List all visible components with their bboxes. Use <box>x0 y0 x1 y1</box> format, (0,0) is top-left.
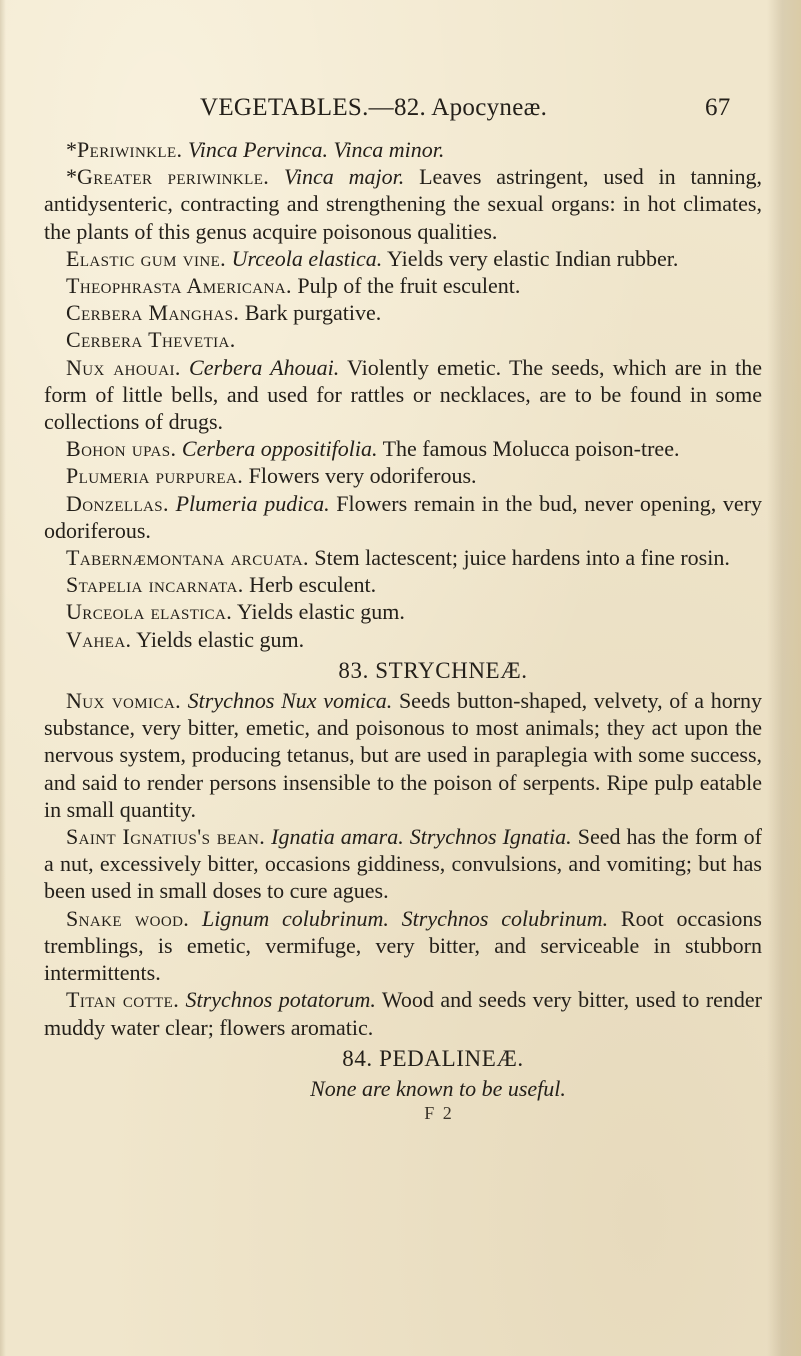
entry-name: Bohon upas. <box>66 436 177 462</box>
entry-description: Bark purgative. <box>244 300 382 326</box>
entry-paragraph <box>44 245 762 272</box>
entry-paragraph <box>44 354 762 436</box>
entry-name: Urceola elastica. <box>66 599 233 625</box>
entry-description: The famous Molucca poison-tree. <box>382 436 680 462</box>
entry-name: Saint Ignatius's bean. <box>66 824 266 850</box>
entry-paragraph <box>44 490 762 544</box>
entry-description: Wood and seeds very bitter, used to render muddy water clear; flowers aromatic. <box>44 987 763 1040</box>
entry-description: Flowers remain in the bud, never opening, very odoriferous. <box>44 490 763 543</box>
section-heading-84: 84. PEDALINEÆ. <box>342 1045 524 1071</box>
entry-name: Donzellas. <box>66 490 169 516</box>
entry-description: Root occasions tremblings, is emetic, vermifuge, very bitter, and serviceable in stubborn intermittents. <box>44 905 762 986</box>
entry-name: Vahea. <box>66 626 132 652</box>
entry-latin-name: Lignum colubrinum. Strychnos colubrinum. <box>201 905 609 931</box>
entry-name: Snake wood. <box>66 905 190 931</box>
entry-name: Greater periwinkle. <box>77 164 270 190</box>
entry-description: Leaves astringent, used in tanning, antidysenteric, contracting and strengthening the sexual organs: in hot climates, the plants of this genus acquire poisonous qualities. <box>44 164 763 244</box>
entry-description: Yields elastic gum. <box>236 599 405 625</box>
entry-paragraph <box>44 544 762 571</box>
entry-name: Stapelia incarnata. <box>66 572 244 598</box>
entry-description: Stem lactescent; juice hardens into a fine rosin. <box>314 545 730 571</box>
entry-description: Yields very elastic Indian rubber. <box>386 245 679 271</box>
entry-paragraph <box>44 986 762 1040</box>
entry-paragraph <box>44 571 762 598</box>
section-84-text: None are known to be useful. <box>310 1075 566 1101</box>
entry-paragraph <box>44 823 762 905</box>
page-body <box>44 136 762 1127</box>
entry-name: Elastic gum vine. <box>66 245 227 271</box>
entry-name: Periwinkle. <box>77 137 183 162</box>
entry-name: Cerbera Manghas. <box>66 300 240 326</box>
entry-name: Theophrasta Americana. <box>66 273 292 299</box>
running-header <box>200 94 740 122</box>
section-heading-83: 83. STRYCHNEÆ. <box>338 657 528 683</box>
entry-latin-name: Strychnos potatorum. <box>185 987 376 1013</box>
entry-latin-name: Vinca major. <box>284 164 405 190</box>
entry-latin-name: Cerbera oppositifolia. <box>181 436 378 462</box>
entry-paragraph <box>44 272 762 299</box>
entry-name: Cerbera Thevetia. <box>66 327 236 353</box>
entry-description: Flowers very odoriferous. <box>248 463 477 489</box>
asterisk-mark: * <box>66 164 77 190</box>
entry-description: Pulp of the fruit esculent. <box>297 273 521 299</box>
entry-paragraph <box>44 905 762 987</box>
entries-section-83 <box>44 687 762 1041</box>
entry-latin-name: Plumeria pudica. <box>175 490 330 516</box>
entry-paragraph <box>44 598 762 625</box>
entry-paragraph <box>44 326 762 353</box>
entry-description: Yields elastic gum. <box>136 626 305 652</box>
entry-paragraph <box>44 462 762 489</box>
entry-latin-name: Ignatia amara. Strychnos Ignatia. <box>271 824 572 850</box>
entry-name: Plumeria purpurea. <box>66 463 244 489</box>
page-number: 67 <box>705 94 731 121</box>
page-left-edge <box>0 0 6 1356</box>
entry-paragraph <box>44 163 762 245</box>
entry-name: Nux vomica. <box>66 688 181 714</box>
entry-latin-name: Cerbera Ahouai. <box>189 354 340 380</box>
entry-latin-name: Vinca Pervinca. Vinca minor. <box>187 137 445 162</box>
entry-name: Tabernæmontana arcuata. <box>66 545 309 571</box>
entry-paragraph <box>44 687 762 823</box>
entry-description: Seed has the form of a nut, excessively bitter, occasions giddiness, convulsions, and vomiting; but has been used in small doses to cure agues. <box>44 824 762 904</box>
entry-paragraph <box>44 299 762 326</box>
entry-description: Seeds button-shaped, velvety, of a horny substance, very bitter, emetic, and poisonous to most animals; they act upon the nervous system, producing tetanus, but are used in paraplegia with some success, and said to render persons insensible to the poison of serpents. Ripe pulp eatable in small quantity. <box>44 688 763 822</box>
running-title: VEGETABLES.—82. Apocyneæ. <box>200 94 548 121</box>
entries-section-82 <box>44 136 762 653</box>
entry-latin-name: Strychnos Nux vomica. <box>187 688 393 714</box>
signature-mark: F 2 <box>424 1103 454 1124</box>
asterisk-mark: * <box>66 137 77 162</box>
entry-name: Nux ahouai. <box>66 354 181 380</box>
entry-description: Violently emetic. The seeds, which are in the form of little bells, and used for rattles or necklaces, are to be found in some collections of drugs. <box>44 354 763 435</box>
entry-paragraph <box>44 136 762 163</box>
entry-name: Titan cotte. <box>66 987 180 1013</box>
entry-latin-name: Urceola elastica. <box>231 245 383 271</box>
page-spine-shadow <box>767 0 801 1356</box>
entry-paragraph <box>44 435 762 462</box>
entry-description: Herb esculent. <box>249 572 377 598</box>
entry-paragraph <box>44 626 762 653</box>
